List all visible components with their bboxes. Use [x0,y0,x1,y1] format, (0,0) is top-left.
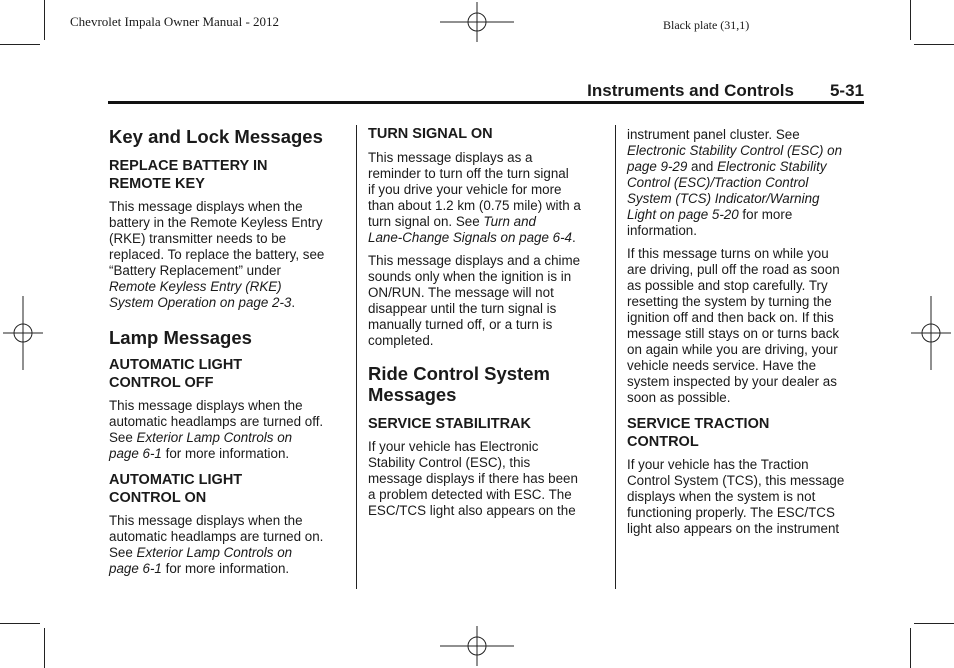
paragraph-service-traction-control: If your vehicle has the Traction Control System (TCS), this message displays when the system is not functioning properly. The ESC/TCS light also appears on the instrument [627,457,845,536]
paragraph-stabilitrak-continued: instrument panel cluster. See Electronic Stability Control (ESC) on page 9-29 and Electronic Stability Control (ESC)/Traction Control System (TCS) Indicator/Warning Light on page 5-20 for more information. [627,127,843,238]
cross-reference-link[interactable]: Lane-Change Signals on page 6-4 [368,230,572,245]
paragraph-replace-battery: This message displays when the battery in the Remote Keyless Entry (RKE) transmitter needs to be replaced. To replace the battery, see “Battery Replacement” under Remote Keyless Entry (RKE) System Operation on page 2-3. [109,199,325,310]
subheading-service-stabilitrak: SERVICE STABILITRAK [368,416,532,432]
cross-reference-link[interactable]: Electronic Stability [717,159,827,174]
subheading-service-traction-control: SERVICE TRACTION CONTROL [627,416,770,450]
paragraph-service-stabilitrak: If your vehicle has Electronic Stability Control (ESC), this message displays if there has been a problem detected with ESC. The ESC/TCS light also appears on the [368,439,578,518]
heading-lamp-messages: Lamp Messages [109,327,252,348]
paragraph-automatic-light-off: This message displays when the automatic headlamps are turned off. See Exterior Lamp Controls on page 6-1 for more information. [109,398,324,461]
cross-reference-link[interactable]: page 6-1 [109,446,162,461]
subheading-turn-signal-on: TURN SIGNAL ON [368,126,493,142]
heading-ride-control-system-messages: Ride Control System Messages [368,363,550,405]
cross-reference-link[interactable]: Exterior Lamp Controls on [136,430,293,445]
subheading-automatic-light-control-on: AUTOMATIC LIGHT CONTROL ON [109,472,243,506]
column-3 [627,124,865,537]
registration-mark-icon [440,626,514,666]
registration-mark-icon [3,296,43,370]
plate-label: Black plate (31,1) [663,18,750,32]
crop-mark [914,623,954,624]
crop-mark [44,0,45,40]
registration-mark-icon [911,296,951,370]
column-2 [368,124,606,519]
crop-mark [914,44,954,45]
paragraph-turn-signal-2: This message displays and a chime sounds only when the ignition is in ON/RUN. The message will not disappear until the turn signal is manually turned off, or a turn is completed. [368,253,581,348]
page-number: 5-31 [829,81,864,100]
subheading-replace-battery: REPLACE BATTERY IN REMOTE KEY [109,158,268,192]
crop-mark [910,628,911,668]
column-divider [356,125,357,589]
cross-reference-link[interactable]: System Operation on page 2-3 [109,295,292,310]
column-1 [109,124,349,577]
crop-mark [44,628,45,668]
section-name: Instruments and Controls [587,81,794,100]
section-header [108,81,864,103]
paragraph-turn-signal-1: This message displays as a reminder to turn off the turn signal if you drive your vehicle for more than about 1.2 km (0.75 mile) with a turn signal on. See Turn and Lane-Change Signals on page 6-4. [368,150,581,245]
crop-mark [910,0,911,40]
cross-reference-link[interactable]: page 9-29 [627,159,688,174]
crop-mark [0,623,40,624]
heading-key-lock-messages: Key and Lock Messages [109,126,323,147]
crop-mark [0,44,40,45]
column-divider [615,125,616,589]
document-title: Chevrolet Impala Owner Manual - 2012 [70,14,280,29]
cross-reference-link[interactable]: Turn and [483,214,536,229]
cross-reference-link[interactable]: Exterior Lamp Controls on [136,545,293,560]
cross-reference-link[interactable]: Electronic Stability Control (ESC) on [627,143,843,158]
registration-mark-icon [440,2,514,42]
cross-reference-link[interactable]: Light on page 5-20 [627,207,739,222]
subheading-automatic-light-control-off: AUTOMATIC LIGHT CONTROL OFF [109,357,243,391]
header-rule [108,101,864,104]
paragraph-automatic-light-on: This message displays when the automatic headlamps are turned on. See Exterior Lamp Controls on page 6-1 for more information. [109,513,324,576]
paragraph-message-turns-on: If this message turns on while you are driving, pull off the road as soon as possible and stop carefully. Try resetting the system by turning the ignition off and then back on. If this message still stays on or turns back on again while you are driving, your vehicle needs service. Have the system inspected by your dealer as soon as possible. [627,246,840,405]
cross-reference-link[interactable]: System (TCS) Indicator/Warning [627,191,820,206]
cross-reference-link[interactable]: Remote Keyless Entry (RKE) [109,279,282,294]
cross-reference-link[interactable]: page 6-1 [109,561,162,576]
cross-reference-link[interactable]: Control (ESC)/Traction Control [627,175,809,190]
